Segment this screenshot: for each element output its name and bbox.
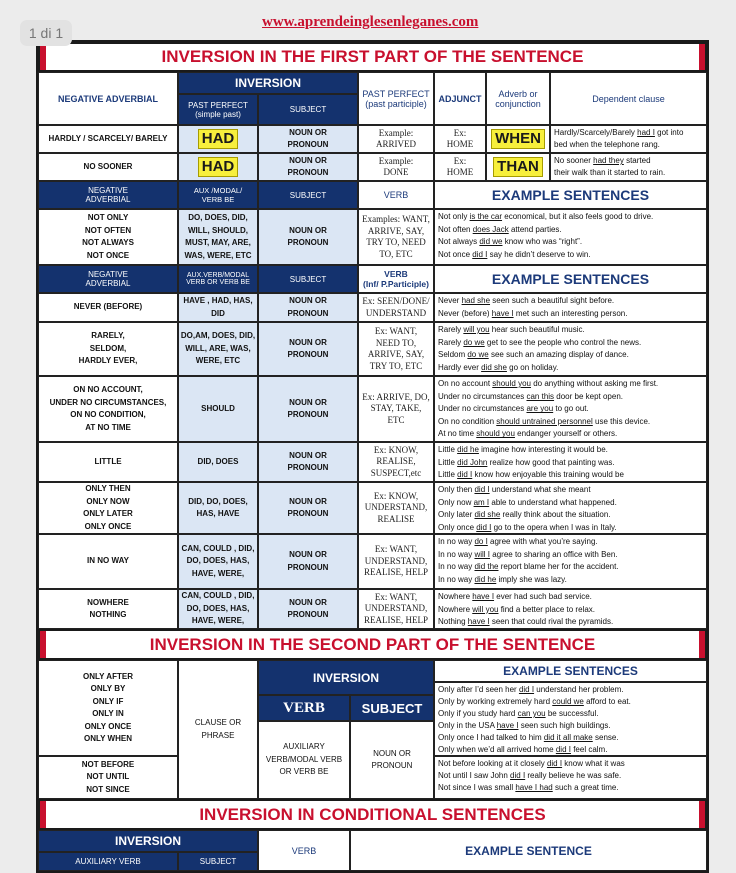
notonly-verb: Examples: WANT, ARRIVE, SAY, TRY TO, NEED TO, ETC <box>358 209 434 265</box>
header2-examples: EXAMPLE SENTENCES <box>434 181 707 209</box>
section3-auxiliary: AUXILIARY VERB <box>38 852 178 871</box>
row-examples-cell <box>434 322 707 376</box>
row-examples <box>435 443 706 482</box>
example-sentence: Only then did I understand what she meant <box>438 485 591 494</box>
example-sentence: Only once did I go to the opera when I was in Italy. <box>438 522 617 532</box>
header2-aux: AUX /MODAL/ VERB BE <box>178 181 258 209</box>
row-adverbials: RARELY, SELDOM, HARDLY EVER, <box>38 322 178 376</box>
example-sentence: Seldom do we see such an amazing display of dance. <box>438 350 629 360</box>
row-examples-cell <box>434 376 707 442</box>
example-sentence: Not often does Jack attend parties. <box>438 224 562 234</box>
row-examples-cell <box>434 482 707 534</box>
example-sentence: Only later did she really think about the situation. <box>438 510 611 520</box>
header3-aux: AUX.VERB/MODAL VERB OR VERB BE <box>178 265 258 293</box>
row-aux: DID, DOES <box>178 442 258 482</box>
row-verb: Ex: KNOW, REALISE, SUSPECT,etc <box>358 442 434 482</box>
example-sentence: Only by working extremely hard could we afford to eat. <box>438 697 631 706</box>
hardly-participle: Example: ARRIVED <box>358 125 434 153</box>
example-sentence: Not since I was small have I had such a great time. <box>438 783 619 792</box>
section3-banner <box>38 799 707 830</box>
row-verb: Ex: WANT, NEED TO, ARRIVE, SAY, TRY TO, ETC <box>358 322 434 376</box>
example-sentence: Only when we’d all arrived home did I feel calm. <box>438 745 608 754</box>
example-sentence: Only if you study hard can you be successful. <box>438 709 599 718</box>
example-sentence: In no way did he imply she was lazy. <box>438 574 567 584</box>
row-adverbials: ON NO ACCOUNT, UNDER NO CIRCUMSTANCES, ON NO CONDITION, AT NO TIME <box>38 376 178 442</box>
notonly-subject: NOUN OR PRONOUN <box>258 209 358 265</box>
row-subject: NOUN OR PRONOUN <box>258 482 358 534</box>
hardly-clause: Hardly/Scarcely/Barely had I got into bed when the telephone rang. <box>554 128 684 149</box>
row-examples-cell <box>434 534 707 589</box>
page-indicator: 1 di 1 <box>20 20 72 46</box>
section3-verb: VERB <box>258 830 350 871</box>
row-aux: DO,AM, DOES, DID, WILL, ARE, WAS, WERE, ETC <box>178 322 258 376</box>
header3-verb: VERB (Inf/ P.Participle) <box>358 265 434 293</box>
example-sentence: Only once I had talked to him did it all make sense. <box>438 733 619 742</box>
hardly-subject: NOUN OR PRONOUN <box>258 125 358 153</box>
header-past-perfect-participle: PAST PERFECT (past participle) <box>358 72 434 125</box>
nosooner-clause-cell <box>550 153 707 181</box>
section2-examples-b <box>435 757 706 795</box>
section3-title: INVERSION IN CONDITIONAL SENTENCES <box>199 804 546 824</box>
header3-examples: EXAMPLE SENTENCES <box>434 265 707 293</box>
example-sentence: Little did I know how enjoyable this training would be <box>438 470 624 480</box>
example-sentence: On no condition should untrained personnel use this device. <box>438 416 651 426</box>
hardly-conjunction: WHEN <box>491 129 545 149</box>
hardly-clause-cell <box>550 125 707 153</box>
example-sentence: Little did John realize how good that painting was. <box>438 457 615 467</box>
section2-examples-title: EXAMPLE SENTENCES <box>434 660 707 682</box>
section2-verb-detail: AUXILIARY VERB/MODAL VERB OR VERB BE <box>258 721 350 799</box>
example-sentence: Rarely do we get to see the people who control the news. <box>438 337 642 347</box>
example-sentence: Not until I saw John did I really believe he was safe. <box>438 771 622 780</box>
header-negative-adverbial: NEGATIVE ADVERBIAL <box>38 72 178 125</box>
header-inversion: INVERSION <box>178 72 358 94</box>
section2-verb: VERB <box>258 695 350 721</box>
header-adjunct: ADJUNCT <box>434 72 486 125</box>
row-adverbials: NOWHERE NOTHING <box>38 589 178 629</box>
example-sentence: Under no circumstances are you to go out. <box>438 404 589 414</box>
section2-banner <box>38 629 707 660</box>
example-sentence: Hardly ever did she go on holiday. <box>438 362 559 372</box>
row-subject: NOUN OR PRONOUN <box>258 442 358 482</box>
row-subject: NOUN OR PRONOUN <box>258 376 358 442</box>
row-subject: NOUN OR PRONOUN <box>258 322 358 376</box>
row-adverbials: NEVER (BEFORE) <box>38 293 178 322</box>
row-subject: NOUN OR PRONOUN <box>258 293 358 322</box>
example-sentence: Not always did we know who was “right”. <box>438 237 583 247</box>
example-sentence: In no way will I agree to sharing an office with Ben. <box>438 549 618 559</box>
row-verb: Ex: KNOW, UNDERSTAND, REALISE <box>358 482 434 534</box>
hardly-aux: HAD <box>198 129 239 149</box>
hardly-adverbial: HARDLY / SCARCELY/ BARELY <box>38 125 178 153</box>
row-examples <box>435 323 706 375</box>
section2-clause: CLAUSE OR PHRASE <box>178 660 258 799</box>
nosooner-adjunct: Ex: HOME <box>434 153 486 181</box>
header-subject: SUBJECT <box>258 94 358 125</box>
row-verb: Ex: WANT, UNDERSTAND, REALISE, HELP <box>358 534 434 589</box>
example-sentence: Only in the USA have I seen such high buildings. <box>438 721 611 730</box>
row-aux: DID, DO, DOES, HAS, HAVE <box>178 482 258 534</box>
example-sentence: In no way do I agree with what you’re saying. <box>438 537 598 546</box>
section2-adverbials-a: ONLY AFTER ONLY BY ONLY IF ONLY IN ONLY ONCE ONLY WHEN <box>38 660 178 756</box>
section2-examples-a-cell <box>434 682 707 756</box>
site-url[interactable]: www.aprendeinglesenleganes.com <box>262 14 479 30</box>
header3-subject: SUBJECT <box>258 265 358 293</box>
row-aux: HAVE , HAD, HAS, DID <box>178 293 258 322</box>
row-adverbials: ONLY THEN ONLY NOW ONLY LATER ONLY ONCE <box>38 482 178 534</box>
header2-negative-adverbial: NEGATIVE ADVERBIAL <box>38 181 178 209</box>
example-sentence: Not before looking at it closely did I know what it was <box>438 759 625 768</box>
example-sentence: At no time should you endanger yourself or others. <box>438 429 618 439</box>
example-sentence: Not only is the car economical, but it also feels good to drive. <box>438 212 654 221</box>
section1-title: INVERSION IN THE FIRST PART OF THE SENTENCE <box>161 47 584 66</box>
row-aux: CAN, COULD , DID, DO, DOES, HAS, HAVE, WERE, <box>178 589 258 629</box>
row-examples-cell <box>434 293 707 322</box>
row-adverbials: IN NO WAY <box>38 534 178 589</box>
row-verb: Ex: SEEN/DONE/ UNDERSTAND <box>358 293 434 322</box>
nosooner-participle: Example: DONE <box>358 153 434 181</box>
section1-banner <box>38 42 707 72</box>
row-examples <box>435 483 706 534</box>
notonly-adverbials: NOT ONLY NOT OFTEN NOT ALWAYS NOT ONCE <box>38 209 178 265</box>
notonly-examples <box>435 210 706 262</box>
hardly-conj-cell <box>486 125 550 153</box>
row-adverbials: LITTLE <box>38 442 178 482</box>
nosooner-subject: NOUN OR PRONOUN <box>258 153 358 181</box>
notonly-examples-cell <box>434 209 707 265</box>
row-verb: Ex: ARRIVE, DO, STAY, TAKE, ETC <box>358 376 434 442</box>
header2-verb: VERB <box>358 181 434 209</box>
example-sentence: Nowhere will you find a better place to relax. <box>438 604 595 614</box>
row-examples <box>435 294 706 321</box>
row-aux: SHOULD <box>178 376 258 442</box>
example-sentence: Nothing have I seen that could rival the pyramids. <box>438 617 614 627</box>
example-sentence: Little did he imagine how interesting it would be. <box>438 445 608 454</box>
header3-negative-adverbial: NEGATIVE ADVERBIAL <box>38 265 178 293</box>
section2-title: INVERSION IN THE SECOND PART OF THE SENTENCE <box>149 634 596 654</box>
section2-examples-b-cell <box>434 756 707 799</box>
example-sentence: Only now am I able to understand what happened. <box>438 497 617 507</box>
section3-inversion: INVERSION <box>38 830 258 852</box>
example-sentence: Under no circumstances can this door be kept open. <box>438 391 624 401</box>
section2-inversion: INVERSION <box>258 660 434 695</box>
row-examples-cell <box>434 442 707 482</box>
nosooner-adverbial: NO SOONER <box>38 153 178 181</box>
section2-subject-detail: NOUN OR PRONOUN <box>350 721 434 799</box>
row-examples-cell <box>434 589 707 629</box>
header2-subject: SUBJECT <box>258 181 358 209</box>
hardly-adjunct: Ex: HOME <box>434 125 486 153</box>
example-sentence: Never (before) have I met such an interesting person. <box>438 308 628 318</box>
row-verb: Ex: WANT, UNDERSTAND, REALISE, HELP <box>358 589 434 629</box>
section2-subject: SUBJECT <box>350 695 434 721</box>
section2-adverbials-b: NOT BEFORE NOT UNTIL NOT SINCE <box>38 756 178 799</box>
row-examples <box>435 590 706 629</box>
example-sentence: On no account should you do anything without asking me first. <box>438 379 659 388</box>
nosooner-conjunction: THAN <box>493 157 543 177</box>
hardly-aux-cell <box>178 125 258 153</box>
nosooner-aux-cell <box>178 153 258 181</box>
section3-subject: SUBJECT <box>178 852 258 871</box>
row-subject: NOUN OR PRONOUN <box>258 534 358 589</box>
header-dependent-clause: Dependent clause <box>550 72 707 125</box>
grammar-sheet <box>36 40 709 873</box>
row-examples <box>435 535 706 587</box>
example-sentence: Never had she seen such a beautiful sight before. <box>438 296 615 305</box>
section2-examples-a <box>435 683 706 756</box>
row-examples <box>435 377 706 442</box>
example-sentence: Not once did I say he didn’t deserve to win. <box>438 249 591 259</box>
example-sentence: Rarely will you hear such beautiful music. <box>438 325 585 334</box>
header-past-perfect-simple: PAST PERFECT (simple past) <box>178 94 258 125</box>
nosooner-aux: HAD <box>198 157 239 177</box>
nosooner-conj-cell <box>486 153 550 181</box>
header-adverb-conjunction: Adverb or conjunction <box>486 72 550 125</box>
example-sentence: Only after I’d seen her did I understand her problem. <box>438 685 624 694</box>
notonly-aux: DO, DOES, DID, WILL, SHOULD, MUST, MAY, ARE, WAS, WERE, ETC <box>178 209 258 265</box>
nosooner-clause: No sooner had they started their walk than it started to rain. <box>554 156 666 177</box>
example-sentence: Nowhere have I ever had such bad service. <box>438 592 592 601</box>
row-subject: NOUN OR PRONOUN <box>258 589 358 629</box>
section3-examples-title: EXAMPLE SENTENCE <box>350 830 707 871</box>
example-sentence: In no way did the report blame her for the accident. <box>438 562 619 572</box>
row-aux: CAN, COULD , DID, DO, DOES, HAS, HAVE, WERE, <box>178 534 258 589</box>
